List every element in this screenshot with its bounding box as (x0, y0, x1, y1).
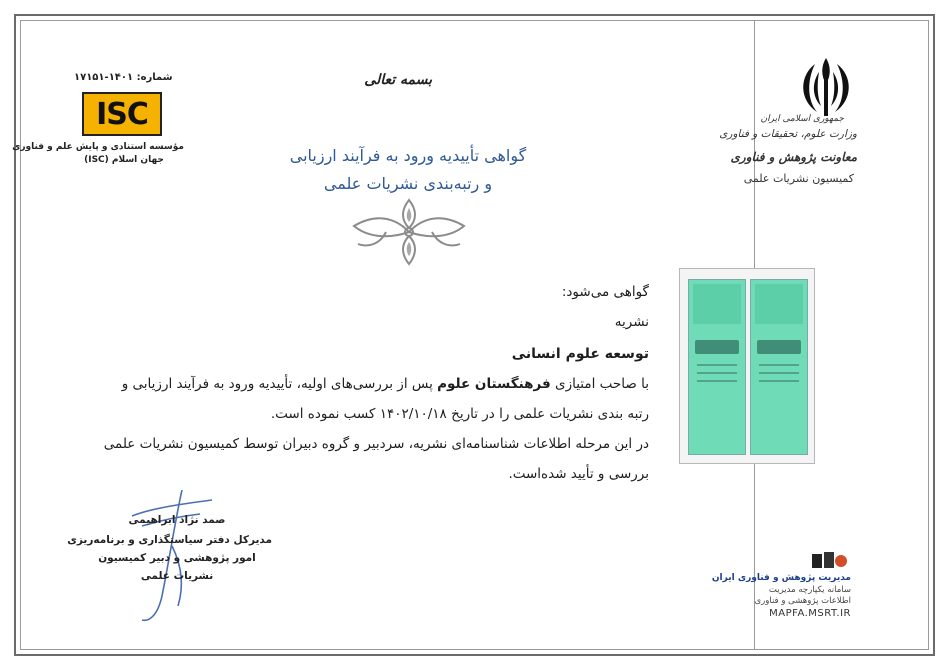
owner-name: فرهنگستان علوم (437, 376, 551, 392)
owner-prefix: با صاحب امتیازی (555, 376, 649, 392)
journal-cover-front (750, 279, 808, 455)
mapfa-line-3: اطلاعات پژوهشی و فناوری (754, 596, 851, 606)
mapfa-url: MAPFA.MSRT.IR (769, 608, 851, 619)
certificate-title-line-1: گواهی تأییدیه ورود به فرآیند ارزیابی (289, 146, 527, 165)
signatory-name: صمد نژاد ابراهیمی (128, 514, 226, 526)
body-line-owner (122, 376, 649, 392)
isc-name-line-1: مؤسسه استنادی و پایش علم و فناوری (12, 142, 184, 152)
body-line-review: در این مرحله اطلاعات شناسنامه‌ای نشریه، سردبیر و گروه دبیران توسط کمیسیون نشریات علمی (103, 436, 649, 452)
iran-emblem-icon (793, 54, 859, 120)
mapfa-line-1: مدیریت پژوهش و فناوری ایران (711, 573, 851, 583)
isc-logo (82, 92, 162, 136)
signatory-title-1: مدیرکل دفتر سیاستگذاری و برنامه‌ریزی (67, 534, 272, 546)
journal-cover-thumbnail (679, 268, 815, 464)
ornament-icon (346, 196, 472, 268)
journal-name: توسعه علوم انسانی (511, 346, 649, 362)
journal-cover-back (688, 279, 746, 455)
ministry-line-3: معاونت پژوهش و فناوری (730, 150, 857, 164)
body-line-date: رتبه بندی نشریات علمی را در تاریخ ۱۴۰۲/۱۰/۱۸ کسب نموده است. (270, 406, 649, 422)
certificate-title-line-2: و رتبه‌بندی نشریات علمی (323, 174, 493, 193)
certificate-number: شماره: ۱۴۰۱-۱۷۱۵۱ (74, 72, 173, 83)
mapfa-line-2: سامانه یکپارچه مدیریت (768, 585, 851, 595)
ministry-line-2: وزارت علوم، تحقیقات و فناوری (719, 128, 857, 140)
certify-label: گواهی می‌شود: (561, 284, 649, 300)
basmala: بسمه تعالی (364, 72, 432, 88)
signatory-title-2: امور پژوهشی و دبیر کمیسیون (98, 552, 256, 564)
signatory-title-3: نشریات علمی (140, 570, 214, 582)
isc-logo-text: ISC (96, 97, 148, 132)
owner-suffix: پس از بررسی‌های اولیه، تأییدیه ورود به فرآیند ارزیابی و (121, 376, 433, 392)
journal-label: نشریه (614, 314, 649, 330)
body-line-approved: بررسی و تأیید شده‌است. (508, 466, 649, 482)
mapfa-logo-icon (810, 550, 850, 570)
ministry-line-1: جمهوری اسلامی ایران (760, 114, 844, 124)
isc-name-line-2: جهان اسلام (ISC) (84, 155, 164, 165)
ministry-line-4: کمیسیون نشریات علمی (743, 172, 854, 185)
